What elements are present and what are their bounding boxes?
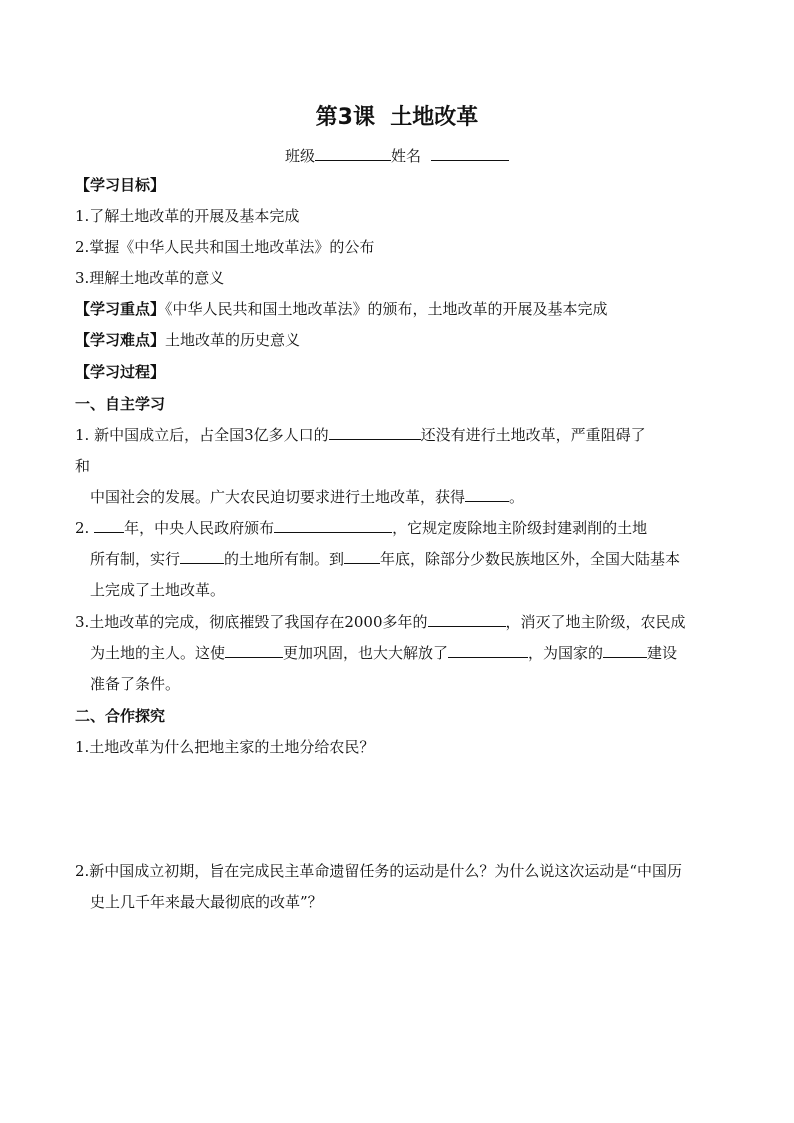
q2-line2 xyxy=(90,549,680,569)
q3-text: ，消灭了地主阶级，农民成 xyxy=(505,613,686,631)
difficulty-line xyxy=(75,330,300,350)
q2-blank-law[interactable] xyxy=(274,518,392,533)
objective-item: 1.了解土地改革的开展及基本完成 xyxy=(75,207,300,225)
q3-line1 xyxy=(75,612,686,632)
q1-line3 xyxy=(90,487,524,507)
q3-line2 xyxy=(90,643,677,663)
class-label: 班级 xyxy=(284,147,315,165)
objective-item: 3.理解土地改革的意义 xyxy=(75,269,225,287)
name-label: 姓名 xyxy=(391,147,422,165)
q2-text: 所有制，实行 xyxy=(90,550,181,568)
objective-item: 2.掌握《中华人民共和国土地改革法》的公布 xyxy=(75,238,375,256)
q3-blank-4[interactable] xyxy=(603,643,647,658)
q3-line3: 准备了条件。 xyxy=(90,675,181,693)
q1-text: 。 xyxy=(509,488,525,506)
difficulty-label: 【学习难点】 xyxy=(75,331,166,349)
q1-text: 还没有进行土地改革，严重阻碍了 xyxy=(420,426,646,444)
q3-text: 更加巩固，也大大解放了 xyxy=(283,644,449,662)
key-point-line xyxy=(75,299,608,319)
objectives-heading: 【学习目标】 xyxy=(75,176,166,194)
q2-blank-system[interactable] xyxy=(180,549,224,564)
section2-heading: 二、合作探究 xyxy=(75,707,166,725)
q1-blank-1[interactable] xyxy=(329,425,421,440)
q1-line2: 和 xyxy=(75,457,91,475)
q2-blank-endyear[interactable] xyxy=(344,549,380,564)
student-info-line xyxy=(0,146,794,166)
q2-blank-year[interactable] xyxy=(94,518,124,533)
key-point-text: 《中华人民共和国土地改革法》的颁布，土地改革的开展及基本完成 xyxy=(165,300,608,318)
explore-question-2-line2: 史上几千年来最大最彻底的改革”？ xyxy=(90,893,323,911)
q3-text: 3.土地改革的完成，彻底摧毁了我国存在2000多年的 xyxy=(75,613,428,631)
q2-text: 年，中央人民政府颁布 xyxy=(124,519,275,537)
q1-text: 1. 新中国成立后，占全国3亿多人口的 xyxy=(75,426,329,444)
explore-question-1: 1.土地改革为什么把地主家的土地分给农民？ xyxy=(75,738,375,756)
q3-blank-2[interactable] xyxy=(225,643,283,658)
page-title: 第3课 土地改革 xyxy=(315,105,479,130)
q2-text: 2. xyxy=(75,519,95,537)
difficulty-text: 土地改革的历史意义 xyxy=(165,331,301,349)
q1-text: 中国社会的发展。广大农民迫切要求进行土地改革，获得 xyxy=(90,488,466,506)
explore-question-2-line1: 2.新中国成立初期，旨在完成民主革命遗留任务的运动是什么？为什么说这次运动是“中国历 xyxy=(75,862,682,880)
q3-blank-3[interactable] xyxy=(448,643,528,658)
class-blank[interactable] xyxy=(315,146,391,161)
q2-text: 年底，除部分少数民族地区外，全国大陆基本 xyxy=(380,550,681,568)
name-blank[interactable] xyxy=(431,146,509,161)
q2-text: 的土地所有制。到 xyxy=(224,550,345,568)
q3-blank-1[interactable] xyxy=(428,612,506,627)
section1-heading: 一、自主学习 xyxy=(75,395,166,413)
q2-line1 xyxy=(75,518,647,538)
q2-line3: 上完成了土地改革。 xyxy=(90,581,226,599)
key-point-label: 【学习重点】 xyxy=(75,300,166,318)
q2-text: ，它规定废除地主阶级封建剥削的土地 xyxy=(392,519,648,537)
q3-text: ，为国家的 xyxy=(528,644,604,662)
q1-line1 xyxy=(75,425,646,445)
process-heading: 【学习过程】 xyxy=(75,363,166,381)
q3-text: 建设 xyxy=(647,644,678,662)
q1-blank-2[interactable] xyxy=(465,487,509,502)
q3-text: 为土地的主人。这使 xyxy=(90,644,226,662)
